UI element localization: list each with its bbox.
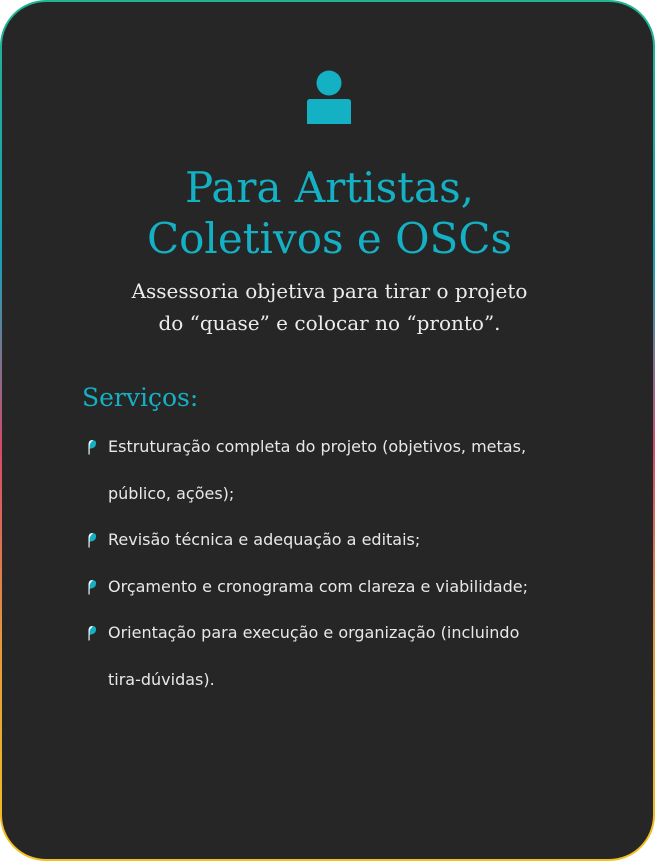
service-item-text: Orientação para execução e organização (incluindo tira-dúvidas). — [108, 623, 520, 689]
services-heading: Serviços: — [82, 383, 199, 412]
service-item — [86, 517, 556, 564]
service-item-text: Orçamento e cronograma com clareza e viabilidade; — [108, 576, 528, 596]
user-icon — [307, 70, 351, 124]
card-title-line-2: Coletivos e OSCs — [146, 214, 513, 263]
card-subtitle — [2, 275, 655, 339]
service-card — [2, 2, 653, 859]
card-title-line-1: Para Artistas, — [185, 163, 474, 212]
leaf-bullet-icon — [86, 625, 97, 641]
service-item — [86, 424, 556, 517]
leaf-bullet-icon — [86, 439, 97, 455]
card-subtitle-line-1: Assessoria objetiva para tirar o projeto — [131, 279, 528, 303]
service-item-text: Estruturação completa do projeto (objetivos, metas, público, ações); — [108, 437, 527, 503]
service-item-text: Revisão técnica e adequação a editais; — [108, 530, 421, 549]
card-title — [2, 162, 655, 264]
card-subtitle-line-2: do “quase” e colocar no “pronto”. — [158, 311, 501, 335]
service-item — [86, 610, 556, 703]
leaf-bullet-icon — [86, 579, 97, 595]
services-list — [86, 424, 556, 703]
service-item — [86, 564, 556, 611]
leaf-bullet-icon — [86, 532, 97, 548]
